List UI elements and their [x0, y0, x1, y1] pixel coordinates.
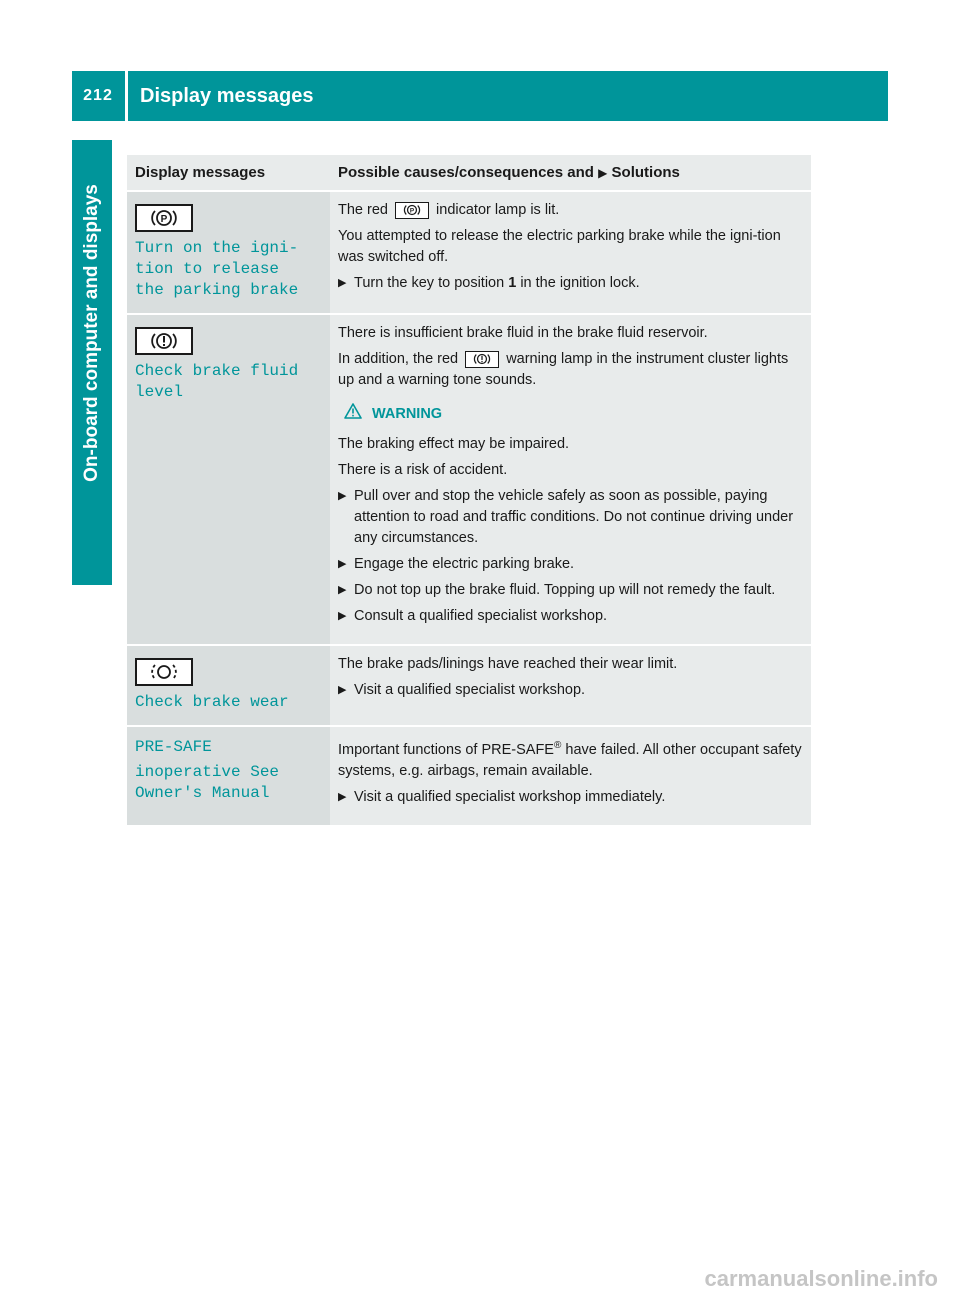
solution-cell — [330, 726, 811, 825]
table-row — [127, 191, 811, 314]
solution-step: ▶ Engage the electric parking brake. — [338, 554, 803, 575]
warning-text: The braking effect may be impaired. — [338, 436, 570, 452]
svg-text:P: P — [160, 214, 168, 225]
play-arrow-icon: ▶ — [338, 584, 347, 596]
description-text: In addition, the red warning lamp in the instrument cluster lights up and a warning tone sounds. — [338, 351, 789, 388]
watermark: carmanualsonline.info — [704, 1266, 938, 1291]
description-text: The brake pads/linings have reached their wear limit. — [338, 656, 678, 672]
table-row — [127, 645, 811, 726]
warning-heading — [344, 403, 803, 426]
play-arrow-icon: ▶ — [338, 610, 347, 622]
solution-step: ▶ Visit a qualified specialist workshop. — [338, 680, 803, 701]
side-tab-label: On-board computer and displays — [81, 183, 102, 482]
solution-cell — [330, 191, 811, 314]
play-arrow-icon: ▶ — [598, 166, 608, 180]
solution-step: ▶ Visit a qualified specialist workshop immediately. — [338, 787, 803, 808]
play-arrow-icon: ▶ — [338, 277, 347, 289]
play-arrow-icon: ▶ — [338, 790, 347, 803]
solution-cell — [330, 314, 811, 645]
brake-warning-icon — [135, 327, 193, 355]
warning-text: There is a risk of accident. — [338, 462, 508, 478]
solution-step: ▶ Turn the key to position 1 in the ignition lock. — [338, 273, 803, 294]
solution-step: ▶ Pull over and stop the vehicle safely as soon as possible, paying attention to road and traffic conditions. Do not continue driving under any circumstances. — [338, 488, 794, 546]
table-row — [127, 726, 811, 825]
page-number: 212 — [83, 87, 113, 104]
play-arrow-icon: ▶ — [338, 684, 347, 696]
page-title: Display messages — [140, 84, 314, 107]
col-display-messages-header: Display messages — [127, 155, 330, 191]
solution-step: ▶ Consult a qualified specialist workshop. — [338, 606, 803, 627]
col-solutions-header — [330, 155, 811, 191]
play-arrow-icon: ▶ — [338, 558, 347, 570]
table-row — [127, 314, 811, 645]
display-message-cell — [127, 314, 330, 645]
warning-label: WARNING — [372, 406, 443, 422]
description-text: Important functions of PRE-SAFE® have failed. All other occupant safety systems, e.g. airbags, remain available. — [338, 740, 802, 779]
solution-step: ▶ Do not top up the brake fluid. Topping up will not remedy the fault. — [338, 580, 803, 601]
display-message-text: Check brake fluid level — [135, 362, 299, 401]
parking-brake-icon — [135, 204, 193, 232]
display-message-text: inoperative See Owner's Manual — [135, 763, 280, 802]
col2-header-suffix: Solutions — [611, 164, 680, 181]
display-message-text: Check brake wear — [135, 693, 289, 711]
svg-text:P: P — [409, 207, 415, 215]
play-arrow-icon: ▶ — [338, 490, 347, 502]
display-messages-table — [127, 155, 811, 825]
warning-triangle-icon — [344, 403, 362, 426]
brake-warning-icon — [465, 351, 499, 368]
display-message-cell — [127, 726, 330, 825]
solution-cell — [330, 645, 811, 726]
description-text: The red P indicator lamp is lit. — [338, 202, 560, 218]
header-divider — [125, 71, 128, 121]
parking-brake-icon — [395, 202, 429, 219]
side-tab — [72, 140, 112, 585]
col2-header-prefix: Possible causes/consequences and — [338, 164, 594, 181]
display-message-cell — [127, 645, 330, 726]
description-text: You attempted to release the electric parking brake while the igni-tion was switched off. — [338, 228, 781, 265]
description-text: There is insufficient brake fluid in the brake fluid reservoir. — [338, 325, 708, 341]
display-message-title: PRE-SAFE — [135, 738, 212, 756]
display-message-text: Turn on the igni‐ tion to release the parking brake — [135, 239, 299, 299]
brake-wear-icon — [135, 658, 193, 686]
display-message-cell — [127, 191, 330, 314]
